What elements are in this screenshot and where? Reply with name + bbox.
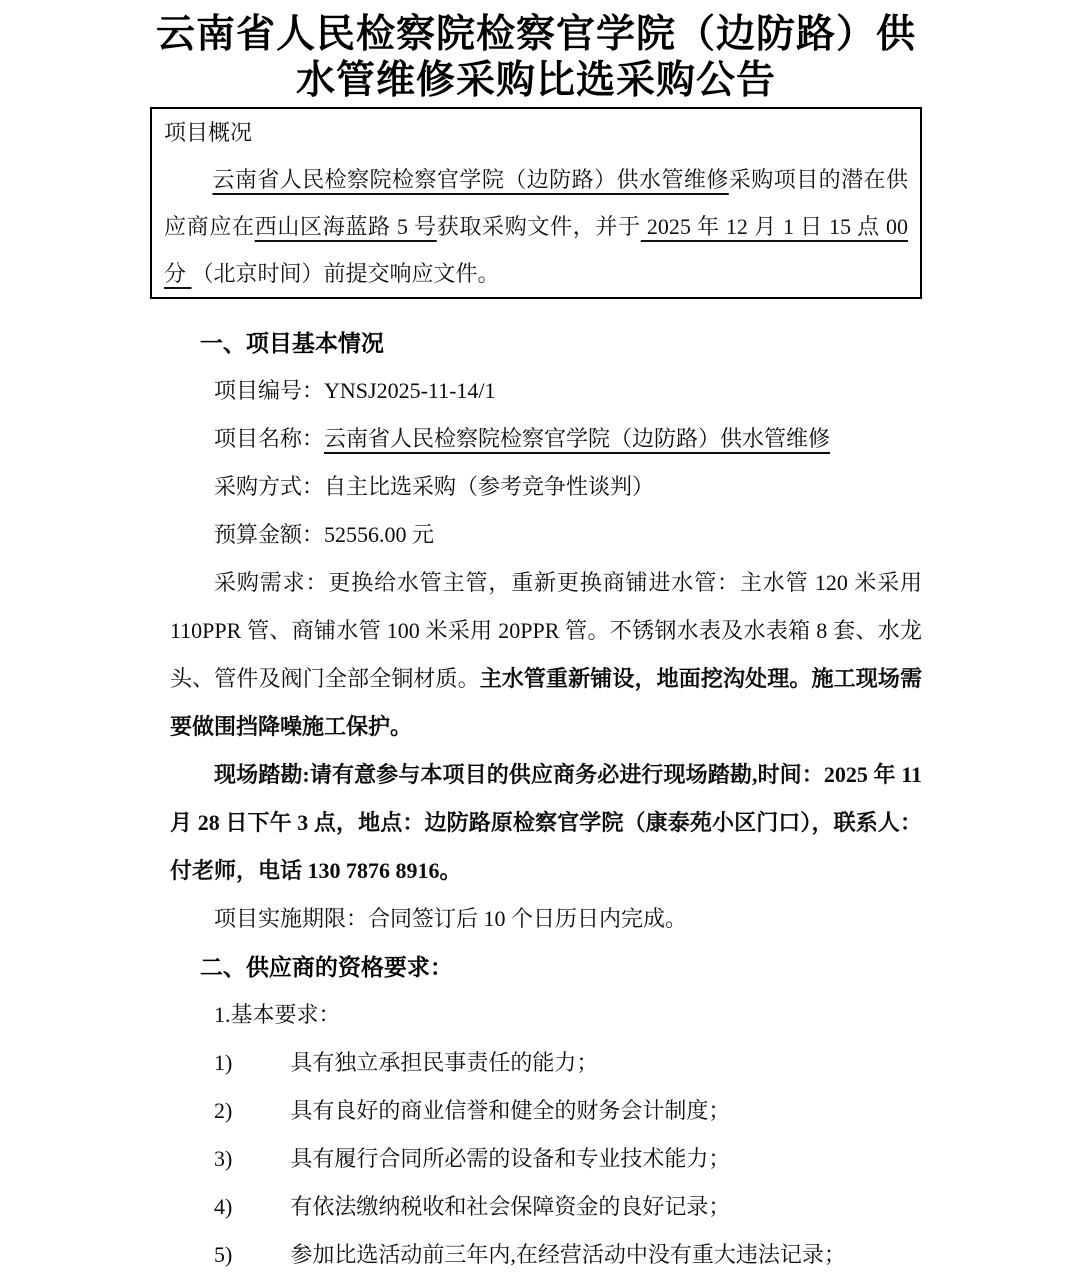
project-number-value: YNSJ2025-11-14/1 [324, 378, 496, 403]
overview-text-run2: 获取采购文件，并于 [436, 214, 641, 239]
item-number: 1) [214, 1050, 233, 1075]
budget-line [170, 511, 922, 559]
item-text: 具有履行合同所必需的设备和专业技术能力； [290, 1146, 731, 1171]
section1-heading: 一、项目基本情况 [199, 330, 384, 356]
overview-address-underlined: 西山区海蓝路 5 号 [254, 214, 437, 239]
overview-project-name-underlined: 云南省人民检察院检察官学院（边防路）供水管维修 [212, 167, 729, 192]
document-title-line2: 水管维修采购比选采购公告 [295, 59, 776, 102]
project-name-line [170, 415, 922, 463]
duration-line: 项目实施期限：合同签订后 10 个日历日内完成。 [214, 906, 688, 931]
site-visit-paragraph: 现场踏勘:请有意参与本项目的供应商务必进行现场踏勘,时间：2025 年 11 月 28 日下午 3 点，地点：边防路原检察官学院（康泰苑小区门口），联系人：付老师，电话 130 7876 8916。 [170, 762, 922, 883]
document-title [150, 12, 922, 104]
procurement-method-value: 自主比选采购（参考竞争性谈判） [324, 474, 655, 499]
item-text: 参加比选活动前三年内,在经营活动中没有重大违法记录； [290, 1242, 846, 1267]
overview-box [150, 107, 922, 299]
item-number: 4) [214, 1194, 233, 1219]
item-number: 3) [214, 1146, 233, 1171]
item-text: 具有良好的商业信誉和健全的财务会计制度； [290, 1098, 731, 1123]
overview-heading: 项目概况 [164, 120, 253, 145]
requirement-item-4 [170, 1183, 922, 1231]
item-number: 2) [214, 1098, 233, 1123]
overview-deadline-underlined: 2025 年 12 月 1 日 15 点 00 分 [164, 214, 908, 286]
procurement-method-line [170, 463, 922, 511]
requirement-item-2 [170, 1087, 922, 1135]
project-name-label: 项目名称： [214, 426, 325, 451]
section2-heading: 二、供应商的资格要求： [199, 954, 453, 980]
requirement-item-3 [170, 1135, 922, 1183]
requirement-emphasis-text: 主水管重新铺设，地面挖沟处理。施工现场需要做围挡降噪施工保护。 [170, 666, 922, 739]
project-number-line [170, 367, 922, 415]
item-text: 具有独立承担民事责任的能力； [290, 1050, 599, 1075]
project-number-label: 项目编号： [214, 378, 325, 403]
document-title-line1: 云南省人民检察院检察官学院（边防路）供 [155, 13, 916, 56]
project-name-value: 云南省人民检察院检察官学院（边防路）供水管维修 [324, 426, 831, 451]
basic-requirements-subheading: 1.基本要求： [214, 1002, 341, 1027]
overview-text-run1: 采购项目的潜在供应商应在 [164, 167, 908, 239]
item-number: 5) [214, 1242, 233, 1267]
requirement-item-5 [170, 1231, 922, 1279]
overview-paragraph [164, 156, 908, 297]
requirement-text: 采购需求：更换给水管主管，重新更换商铺进水管：主水管 120 米采用 110PPR 管、商铺水管 100 米采用 20PPR 管。不锈钢水表及水表箱 8 套、水龙头、管件及阀门全部全铜材质。 [170, 570, 922, 691]
requirement-item-1 [170, 1039, 922, 1087]
overview-text-run3: （北京时间）前提交响应文件。 [191, 261, 500, 286]
budget-label: 预算金额： [214, 522, 325, 547]
requirement-paragraph [170, 559, 922, 751]
procurement-method-label: 采购方式： [214, 474, 325, 499]
budget-value: 52556.00 元 [324, 522, 435, 547]
item-text: 有依法缴纳税收和社会保障资金的良好记录； [290, 1194, 731, 1219]
